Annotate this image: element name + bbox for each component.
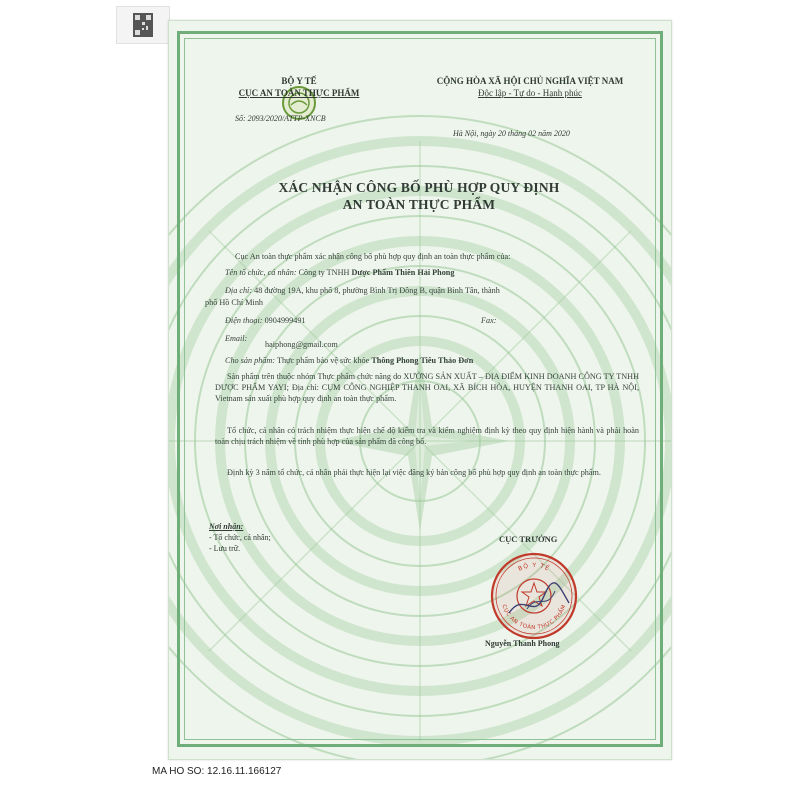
recipients-title: Nơi nhận:	[209, 522, 244, 531]
qr-code-icon	[133, 13, 153, 37]
agency-name: CỤC AN TOÀN THỰC PHẨM	[238, 88, 360, 98]
title-line-1: XÁC NHẬN CÔNG BỐ PHÙ HỢP QUY ĐỊNH	[278, 180, 560, 195]
record-code: MA HO SO: 12.16.11.166127	[152, 766, 282, 777]
recipient-item: - Tổ chức, cá nhân;	[209, 533, 271, 542]
phone-line	[225, 315, 306, 326]
qr-code-thumbnail	[116, 6, 170, 44]
product-name: Thông Phong Tiêu Thảo Đơn	[371, 356, 474, 365]
intro-line: Cục An toàn thực phẩm xác nhận công bố phù hợp quy định an toàn thực phẩm của:	[235, 252, 511, 261]
product-category: Thực phẩm bảo vệ sức khỏe	[276, 356, 370, 365]
place-and-date: Hà Nội, ngày 20 tháng 02 năm 2020	[453, 129, 570, 138]
email-value: haiphong@gmail.com	[265, 340, 338, 349]
organization-value: Công ty TNHH	[298, 268, 350, 277]
certificate-document	[168, 20, 672, 760]
national-header	[399, 75, 661, 99]
phone-value: 0904999491	[264, 316, 306, 325]
recipient-item: - Lưu trữ.	[209, 544, 241, 553]
fax-label: Fax:	[481, 316, 497, 325]
ministry-name: BỘ Y TẾ	[281, 76, 317, 86]
address-value-2: phố Hồ Chí Minh	[205, 298, 264, 307]
address-value-1: 48 đường 19A, khu phố 8, phường Bình Trị Đông B, quận Bình Tân, thành	[254, 286, 500, 295]
official-red-seal	[489, 551, 579, 641]
recipients-block	[209, 521, 271, 554]
seal-top-text: BỘ Y TẾ	[517, 561, 551, 573]
product-line	[225, 355, 473, 366]
organization-label: Tên tổ chức, cá nhân:	[225, 268, 297, 277]
signer-position: CỤC TRƯỞNG	[499, 534, 558, 544]
country-name: CỘNG HÒA XÃ HỘI CHỦ NGHĨA VIỆT NAM	[436, 76, 624, 86]
paragraph-responsibility: Tổ chức, cá nhân có trách nhiệm thực hiện chế độ kiểm tra và kiểm nghiệm định kỳ theo quy định hiện hành và phải hoàn toàn chịu trách nhiệm về tính phù hợp của sản phẩm đã công bố.	[215, 426, 639, 446]
document-number: Số: 2093/2020/ATTP-XNCB	[235, 114, 326, 123]
title-line-2: AN TOÀN THỰC PHẨM	[342, 197, 496, 212]
paragraph-renewal: Định kỳ 3 năm tổ chức, cá nhân phải thực hiện lại việc đăng ký bản công bố phù hợp quy định an toàn thực phẩm.	[227, 468, 601, 477]
address-label: Địa chỉ:	[225, 286, 253, 295]
document-title	[209, 179, 629, 213]
address-line	[225, 285, 500, 296]
organization-line	[225, 267, 454, 278]
email-label: Email:	[225, 334, 248, 343]
issuer-header	[209, 75, 389, 99]
paragraph-manufacturer: Sản phẩm trên thuộc nhóm Thực phẩm chức năng do XƯỞNG SẢN XUẤT – ĐỊA ĐIỂM KINH DOANH CÔNG TY TNHH DƯỢC PHẨM YAYI; Địa chỉ: CỤM CÔNG NGHIỆP THANH OAI, XÃ BÍCH HÒA, HUYỆN THANH OAI, TP HÀ NỘI, Vietnam sản xuất phù hợp quy định an toàn thực phẩm.	[215, 372, 639, 403]
product-label: Cho sản phẩm:	[225, 356, 276, 365]
phone-label: Điện thoại:	[225, 316, 263, 325]
seal-bottom-text: CỤC AN TOÀN THỰC PHẨM	[500, 603, 568, 632]
national-motto: Độc lập - Tự do - Hạnh phúc	[478, 88, 582, 98]
signer-name: Nguyễn Thanh Phong	[485, 639, 560, 648]
email-line	[225, 333, 247, 344]
organization-name: Dược Phẩm Thiên Hải Phong	[351, 268, 455, 277]
